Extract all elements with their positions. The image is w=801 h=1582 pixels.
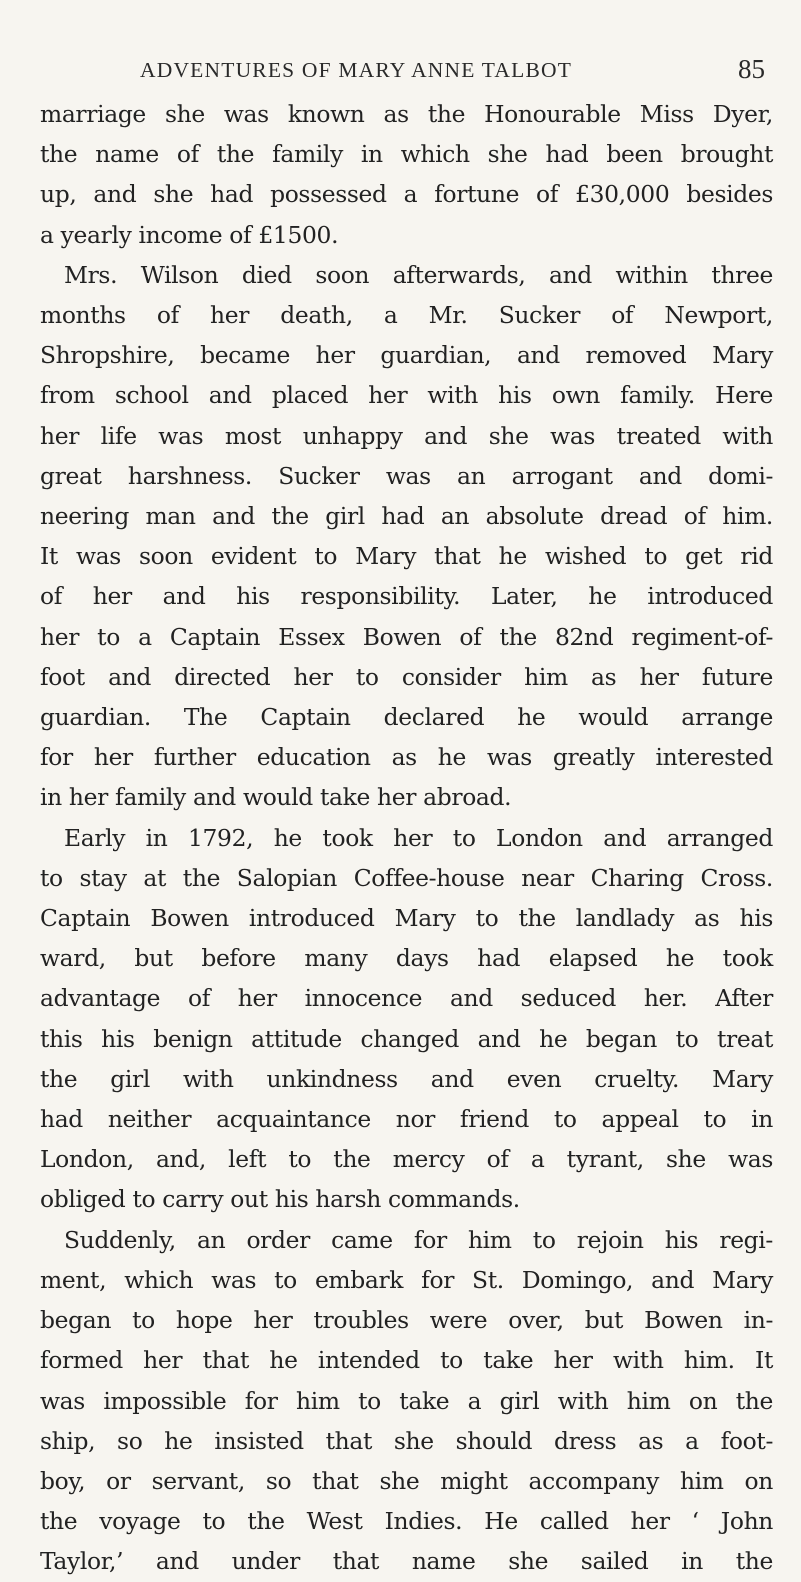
text-line: ship, so he insisted that she should dress as a foot-: [40, 1426, 773, 1455]
text-line: had neither acquaintance nor friend to appeal to in: [40, 1105, 773, 1134]
text-line: Suddenly, an order came for him to rejoin his regi-: [64, 1225, 773, 1254]
text-line: boy, or servant, so that she might accompany him on: [40, 1466, 773, 1495]
text-line: the girl with unkindness and even cruelty. Mary: [40, 1064, 773, 1093]
text-line: to stay at the Salopian Coffee-house near Charing Cross.: [40, 863, 773, 892]
text-line: the name of the family in which she had been brought: [40, 140, 773, 169]
text-line: Shropshire, became her guardian, and removed Mary: [40, 341, 773, 370]
text-line: her to a Captain Essex Bowen of the 82nd regiment-of-: [40, 622, 773, 651]
text-line: up, and she had possessed a fortune of £30,000 besides: [40, 180, 773, 209]
text-line: this his benign attitude changed and he began to treat: [40, 1024, 773, 1053]
text-line: from school and placed her with his own family. Here: [40, 381, 773, 410]
text-line: neering man and the girl had an absolute dread of him.: [40, 502, 773, 531]
text-line: the voyage to the West Indies. He called her ‘ John: [40, 1507, 773, 1536]
text-line: ward, but before many days had elapsed he took: [40, 944, 773, 973]
text-line: marriage she was known as the Honourable Miss Dyer,: [40, 100, 773, 128]
text-line: formed her that he intended to take her with him. It: [40, 1346, 773, 1375]
running-head: [40, 54, 773, 88]
text-line: It was soon evident to Mary that he wished to get rid: [40, 542, 773, 571]
text-line: advantage of her innocence and seduced her. After: [40, 984, 773, 1013]
text-line: guardian. The Captain declared he would arrange: [40, 703, 773, 732]
text-line: Captain Bowen introduced Mary to the landlady as his: [40, 904, 773, 933]
text-line: obliged to carry out his harsh commands.: [40, 1185, 520, 1214]
text-line: a yearly income of £1500.: [40, 220, 339, 249]
text-line: ment, which was to embark for St. Domingo, and Mary: [40, 1265, 773, 1294]
body-text: [40, 94, 773, 1582]
text-line: Taylor,’ and under that name she sailed in the: [40, 1547, 773, 1576]
text-line: for her further education as he was greatly interested: [40, 743, 773, 772]
text-line: her life was most unhappy and she was treated with: [40, 421, 773, 450]
text-line: in her family and would take her abroad.: [40, 783, 512, 812]
text-line: of her and his responsibility. Later, he introduced: [40, 582, 773, 611]
text-line: foot and directed her to consider him as her future: [40, 662, 773, 691]
text-line: months of her death, a Mr. Sucker of Newport,: [40, 301, 773, 330]
text-line: London, and, left to the mercy of a tyrant, she was: [40, 1145, 773, 1174]
text-line: Mrs. Wilson died soon afterwards, and within three: [64, 260, 773, 289]
text-line: great harshness. Sucker was an arrogant and domi-: [40, 461, 773, 490]
page-number: 85: [738, 54, 765, 84]
text-line: Early in 1792, he took her to London and arranged: [64, 823, 773, 852]
running-title: ADVENTURES OF MARY ANNE TALBOT: [140, 58, 573, 82]
text-line: was impossible for him to take a girl with him on the: [40, 1386, 773, 1415]
text-line: began to hope her troubles were over, but Bowen in-: [40, 1306, 773, 1335]
